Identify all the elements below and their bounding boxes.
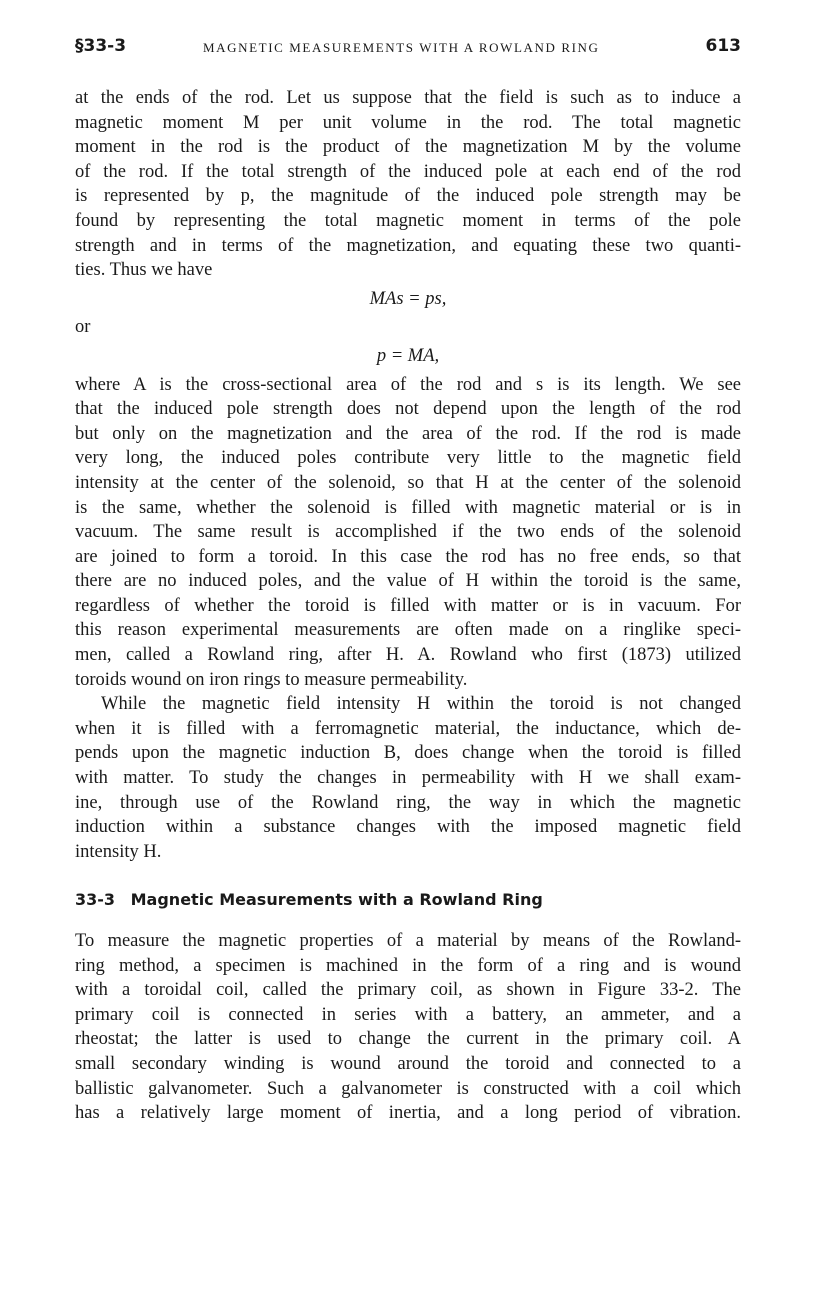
text-line: is represented by p, the magnitude of the induced pole strength may be <box>75 186 741 207</box>
text-line: primary coil is connected in series with a battery, an ammeter, and a <box>75 1004 741 1025</box>
section-heading <box>75 888 741 913</box>
text-line: ine, through use of the Rowland ring, the way in which the magnetic <box>75 792 741 813</box>
section-reference: §33-3 <box>75 36 127 56</box>
text-line: at the ends of the rod. Let us suppose that the field is such as to induce a <box>75 88 741 108</box>
connective-or: or <box>75 317 91 338</box>
text-line: magnetic moment M per unit volume in the rod. The total magnetic <box>75 112 741 133</box>
text-line: induction within a substance changes with the imposed magnetic field <box>75 817 741 838</box>
text-line: there are no induced poles, and the value of H within the toroid is the same, <box>75 571 741 592</box>
text-line: of the rod. If the total strength of the induced pole at each end of the rod <box>75 161 741 182</box>
equation-1: MAs = ps, <box>369 288 447 309</box>
text-line: this reason experimental measurements are often made on a ringlike speci- <box>75 620 741 641</box>
section-title: Magnetic Measurements with a Rowland Ring <box>130 890 543 910</box>
text-line: found by representing the total magnetic moment in terms of the pole <box>75 210 741 231</box>
text-line: is the same, whether the solenoid is filled with magnetic material or is in <box>75 497 741 518</box>
paragraph-3 <box>75 692 741 864</box>
text-line: rheostat; the latter is used to change the current in the primary coil. A <box>75 1029 741 1050</box>
text-line: that the induced pole strength does not depend upon the length of the rod <box>75 399 741 420</box>
text-line: While the magnetic field intensity H within the toroid is not changed <box>101 694 741 715</box>
book-page <box>75 36 741 1126</box>
text-line: when it is filled with a ferromagnetic material, the inductance, which de- <box>75 718 741 739</box>
text-line: intensity at the center of the solenoid, so that H at the center of the solenoid <box>75 472 741 493</box>
text-line: moment in the rod is the product of the magnetization M by the volume <box>75 137 741 158</box>
text-line: but only on the magnetization and the area of the rod. If the rod is made <box>75 423 741 444</box>
text-line: ring method, a specimen is machined in the form of a ring and is wound <box>75 955 741 976</box>
text-line: To measure the magnetic properties of a material by means of the Rowland- <box>75 931 741 951</box>
paragraph-4 <box>75 929 741 1126</box>
text-line: small secondary winding is wound around the toroid and connected to a <box>75 1053 741 1074</box>
text-line: ballistic galvanometer. Such a galvanometer is constructed with a coil which <box>75 1078 741 1099</box>
paragraph-2 <box>75 373 741 693</box>
paragraph-1 <box>75 86 741 283</box>
text-line: with matter. To study the changes in permeability with H we shall exam- <box>75 768 741 789</box>
text-line: regardless of whether the toroid is filled with matter or is in vacuum. For <box>75 595 741 616</box>
text-line: pends upon the magnetic induction B, does change when the toroid is filled <box>75 743 741 764</box>
text-line: with a toroidal coil, called the primary coil, as shown in Figure 33-2. The <box>75 980 741 1001</box>
running-head-title: MAGNETIC MEASUREMENTS WITH A ROWLAND RING <box>203 40 600 55</box>
body-text <box>75 86 741 1126</box>
text-line: toroids wound on iron rings to measure permeability. <box>75 669 468 690</box>
page-number: 613 <box>705 36 741 56</box>
text-line: has a relatively large moment of inertia, and a long period of vibration. <box>75 1103 741 1124</box>
text-line: are joined to form a toroid. In this case the rod has no free ends, so that <box>75 546 741 567</box>
running-head <box>75 36 741 64</box>
text-line: very long, the induced poles contribute very little to the magnetic field <box>75 448 741 469</box>
text-line: ties. Thus we have <box>75 260 213 281</box>
text-line: vacuum. The same result is accomplished if the two ends of the solenoid <box>75 522 741 543</box>
text-line: intensity H. <box>75 841 162 862</box>
section-number: 33-3 <box>75 890 116 910</box>
text-line: strength and in terms of the magnetization, and equating these two quanti- <box>75 235 741 256</box>
text-line: men, called a Rowland ring, after H. A. Rowland who first (1873) utilized <box>75 645 741 666</box>
equation-2: p = MA, <box>376 345 440 366</box>
text-line: where A is the cross-sectional area of the rod and s is its length. We see <box>75 374 741 395</box>
